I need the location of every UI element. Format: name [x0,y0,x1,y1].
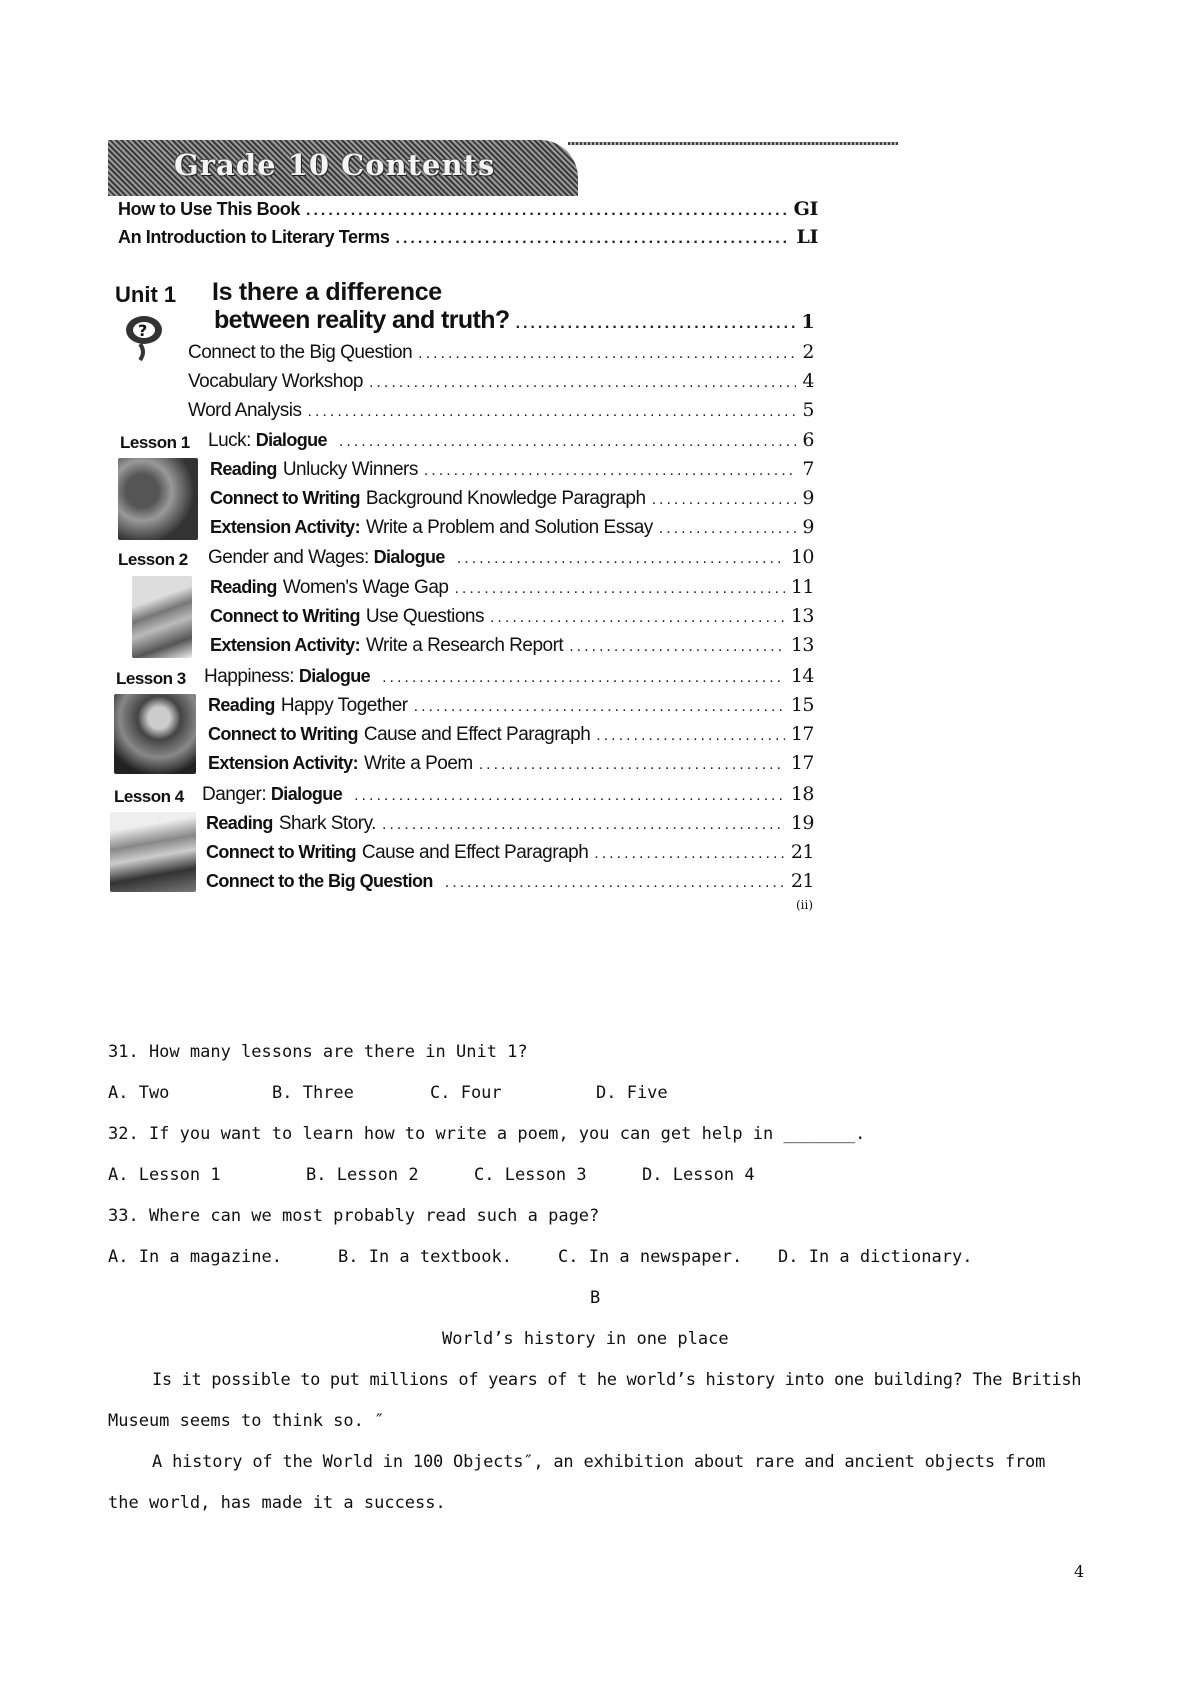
entry-kind: Connect to Writing [210,488,360,508]
lesson-3-photo [114,694,196,774]
toc-page-number: 10 [790,546,814,568]
passage-title: World’s history in one place [442,1329,729,1349]
toc-row [204,665,814,688]
toc-row [208,694,814,717]
option-a: A. In a magazine. [108,1247,282,1267]
passage-line: Museum seems to think so. ″ [108,1411,385,1431]
page-number: 4 [1074,1562,1085,1581]
option-b: B. Three [272,1083,354,1103]
toc-page-number: 15 [790,694,814,716]
toc-page-number: 2 [802,341,814,363]
section-letter: B [590,1288,601,1308]
toc-page-number: 21 [790,841,814,863]
toc-entry-label: Write a Research Report [365,635,564,656]
contents-title: Grade 10 Contents [174,148,496,182]
unit-question-line2: between reality and truth? [214,306,510,334]
toc-row [188,370,814,393]
toc-page-number: 14 [790,665,814,687]
toc-row [210,458,814,481]
entry-kind: Reading [206,813,273,833]
toc-row [208,429,814,452]
toc-row [206,841,814,864]
toc-page-number: 21 [790,870,814,892]
question-33: 33. Where can we most probably read such a page? [108,1206,600,1226]
unit-label: Unit 1 [115,282,177,307]
lesson-label: Lesson 3 [116,669,186,688]
passage-line: Is it possible to put millions of years of t he world’s history into one building? The British [152,1370,1082,1390]
toc-row [208,723,814,746]
option-a: A. Two [108,1083,170,1103]
entry-kind: Connect to Writing [208,724,358,744]
toc-entry-label: Connect to the Big Question [188,342,413,363]
lesson-topic-type: Dialogue [255,430,327,450]
toc-entry-label: How to Use This Book [118,199,301,219]
entry-kind: Connect to Writing [210,606,360,626]
entry-kind: Extension Activity: [208,753,358,773]
lesson-2-photo [132,576,192,658]
toc-row [118,198,818,220]
toc-entry-label: Word Analysis [188,400,302,421]
toc-page-number: 13 [790,605,814,627]
toc-entry-label: Write a Poem [363,753,473,774]
entry-kind: Connect to the Big Question [206,871,433,891]
option-b: B. In a textbook. [338,1247,512,1267]
entry-kind: Reading [208,695,275,715]
toc-entry-label: Use Questions [365,606,484,627]
toc-row [206,812,814,835]
lesson-4-photo [110,812,196,892]
entry-kind: Extension Activity: [210,517,360,537]
toc-row [118,226,818,248]
entry-kind: Reading [210,459,277,479]
toc-entry-label: Unlucky Winners [282,459,418,480]
toc-page-number: 4 [802,370,814,392]
toc-entry-label: Happy Together [280,695,408,716]
svg-text:?: ? [138,321,148,340]
toc-page-number: 9 [802,516,814,538]
toc-row [188,399,814,422]
toc-page-number: 17 [790,723,814,745]
toc-row [208,546,814,569]
lesson-topic-type: Dialogue [373,547,445,567]
toc-row [206,870,814,892]
toc-row [210,634,814,657]
toc-entry-label: Write a Problem and Solution Essay [365,517,653,538]
banner-rule [568,142,898,145]
question-32: 32. If you want to learn how to write a poem, you can get help in _______. [108,1124,866,1144]
toc-entry-label: An Introduction to Literary Terms [118,227,390,247]
toc-row [210,487,814,510]
lesson-label: Lesson 2 [118,550,188,569]
option-a: A. Lesson 1 [108,1165,221,1185]
toc-page-number: 19 [790,812,814,834]
lesson-1-photo [118,458,198,540]
toc-page-number: 9 [802,487,814,509]
toc-row [210,576,814,599]
big-question-icon [122,312,166,364]
toc-page-number: GI [793,198,818,220]
toc-page-number: 6 [802,429,814,451]
lesson-topic: Gender and Wages: [208,547,369,568]
option-d: D. Lesson 4 [642,1165,755,1185]
toc-entry-label: Vocabulary Workshop [188,371,363,392]
toc-page-number: 1 [801,311,814,333]
passage-line: A history of the World in 100 Objects″, an exhibition about rare and ancient objects from [152,1452,1046,1472]
option-d: D. Five [596,1083,668,1103]
lesson-topic-type: Dialogue [298,666,371,686]
toc-row [188,341,814,364]
lesson-topic: Luck: [208,430,251,451]
entry-kind: Reading [210,577,277,597]
lesson-label: Lesson 4 [114,787,184,806]
toc-row [210,516,814,539]
toc-entry-label: Women's Wage Gap [282,577,449,598]
option-c: C. In a newspaper. [558,1247,743,1267]
toc-page-number: 5 [802,399,814,421]
toc-row [210,605,814,628]
toc-row [208,752,814,775]
question-31: 31. How many lessons are there in Unit 1? [108,1042,528,1062]
toc-page-number: 13 [790,634,814,656]
lesson-topic: Danger: [202,784,267,805]
entry-kind: Extension Activity: [210,635,360,655]
lesson-topic-type: Dialogue [270,784,343,804]
toc-page-number: LI [796,226,818,248]
toc-footer-mark: (ii) [796,898,814,912]
lesson-topic: Happiness: [204,666,295,687]
toc-page-number: 11 [790,576,814,598]
toc-row [214,306,814,335]
toc-page-number: 17 [790,752,814,774]
option-c: C. Lesson 3 [474,1165,587,1185]
passage-line: the world, has made it a success. [108,1493,446,1513]
entry-kind: Connect to Writing [206,842,356,862]
toc-row [202,783,814,806]
option-b: B. Lesson 2 [306,1165,419,1185]
toc-entry-label: Shark Story. [278,813,376,834]
option-d: D. In a dictionary. [778,1247,973,1267]
toc-entry-label: Cause and Effect Paragraph [363,724,591,745]
lesson-label: Lesson 1 [120,433,190,452]
toc-entry-label: Background Knowledge Paragraph [365,488,646,509]
toc-entry-label: Cause and Effect Paragraph [361,842,589,863]
toc-page-number: 7 [802,458,814,480]
option-c: C. Four [430,1083,502,1103]
contents-page-image [108,140,898,1000]
unit-question-line1: Is there a difference [212,278,442,306]
toc-page-number: 18 [790,783,814,805]
